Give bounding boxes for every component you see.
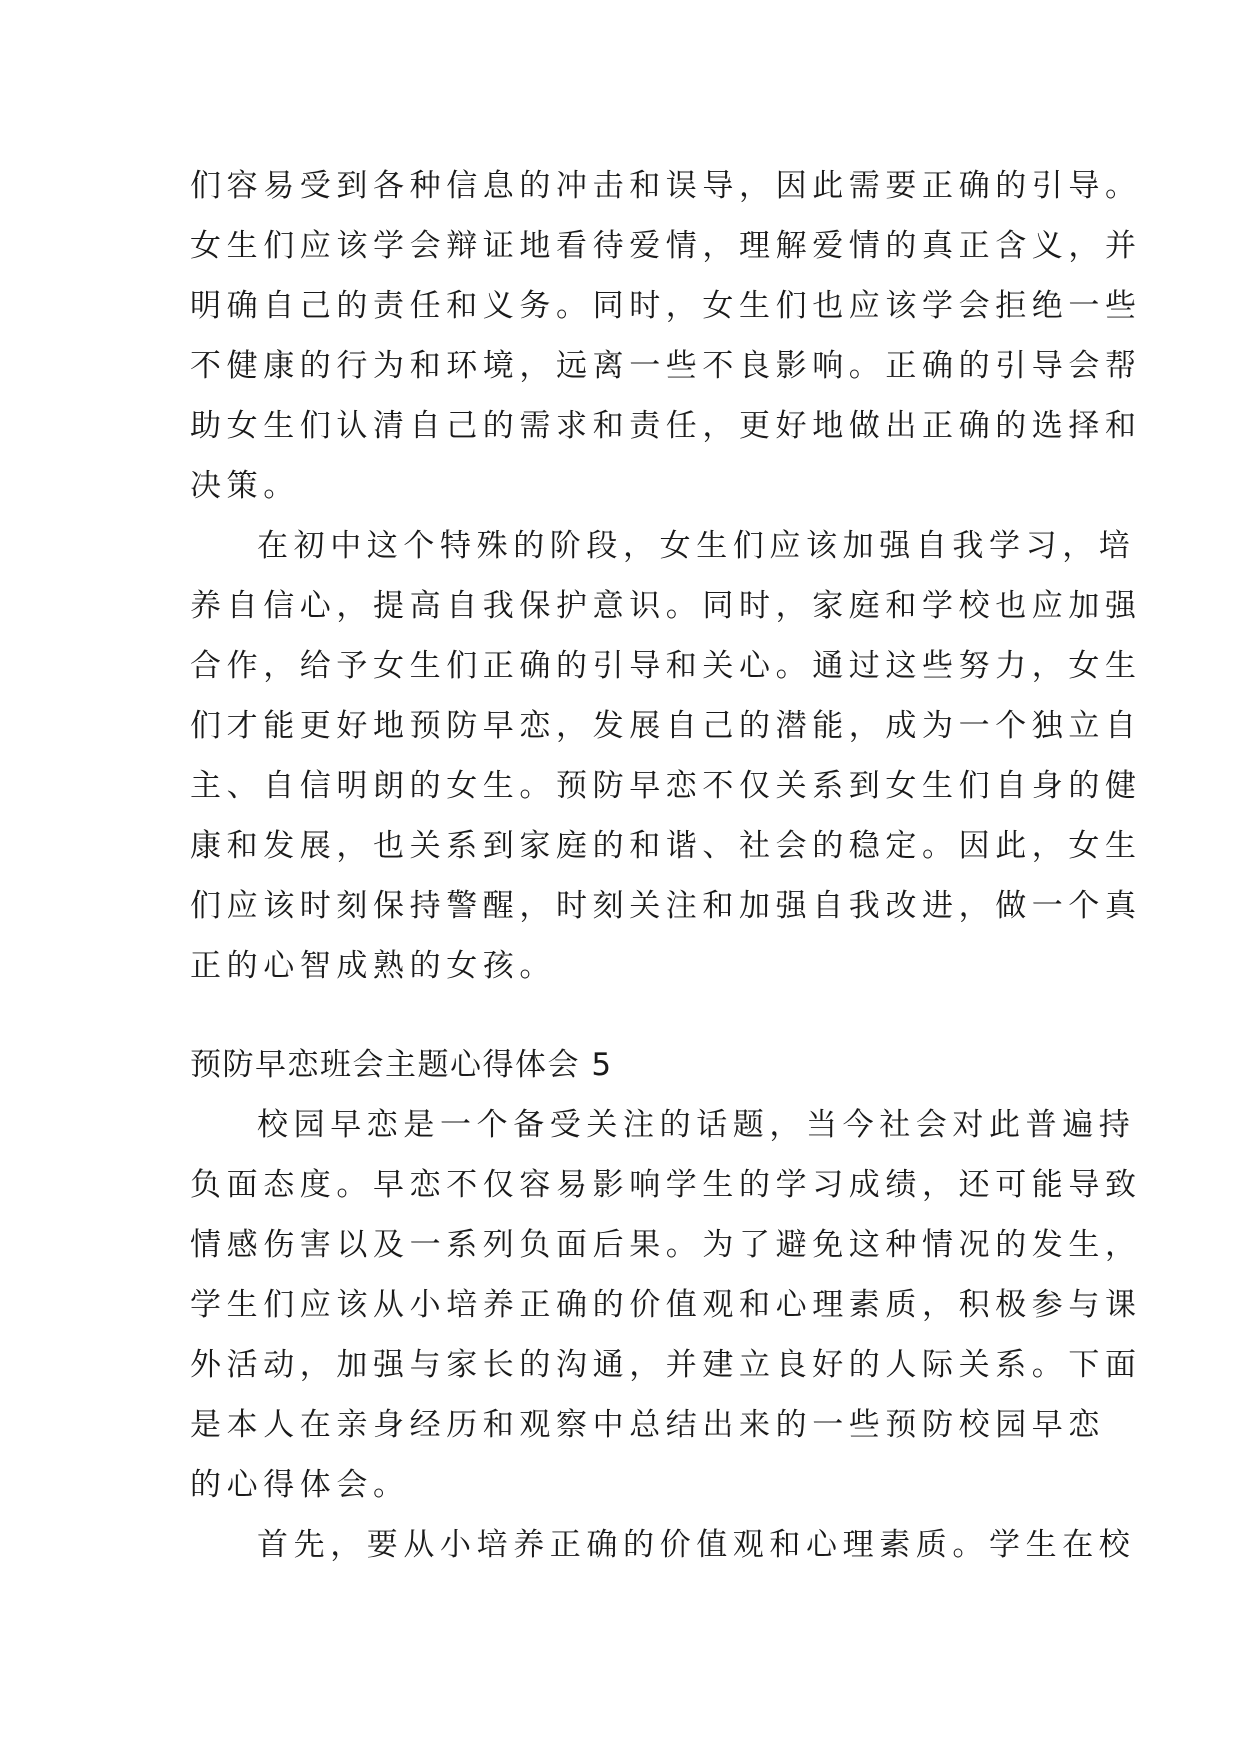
text-line: 负面态度。早恋不仅容易影响学生的学习成绩，还可能导致 [190, 1167, 1142, 1203]
text-line: 正的心智成熟的女孩。 [190, 948, 556, 984]
text-line: 的心得体会。 [190, 1467, 410, 1503]
text-line: 们才能更好地预防早恋，发展自己的潜能，成为一个独立自 [190, 708, 1142, 744]
paragraph-start-line: 在初中这个特殊的阶段，女生们应该加强自我学习，培 [257, 528, 1136, 564]
text-line: 学生们应该从小培养正确的价值观和心理素质，积极参与课 [190, 1287, 1142, 1323]
text-line: 决策。 [190, 468, 300, 504]
text-line: 主、自信明朗的女生。预防早恋不仅关系到女生们自身的健 [190, 768, 1142, 804]
section-heading: 预防早恋班会主题心得体会 5 [190, 1047, 613, 1083]
text-line: 们容易受到各种信息的冲击和误导，因此需要正确的引导。 [190, 168, 1142, 204]
paragraph-start-line: 校园早恋是一个备受关注的话题，当今社会对此普遍持 [257, 1107, 1136, 1143]
text-line: 情感伤害以及一系列负面后果。为了避免这种情况的发生， [190, 1227, 1142, 1263]
text-line: 合作，给予女生们正确的引导和关心。通过这些努力，女生 [190, 648, 1142, 684]
text-line: 女生们应该学会辩证地看待爱情，理解爱情的真正含义，并 [190, 228, 1142, 264]
paragraph-start-line: 首先，要从小培养正确的价值观和心理素质。学生在校 [257, 1527, 1136, 1563]
text-line: 不健康的行为和环境，远离一些不良影响。正确的引导会帮 [190, 348, 1142, 384]
text-line: 养自信心，提高自我保护意识。同时，家庭和学校也应加强 [190, 588, 1142, 624]
text-line: 们应该时刻保持警醒，时刻关注和加强自我改进，做一个真 [190, 888, 1142, 924]
text-line: 助女生们认清自己的需求和责任，更好地做出正确的选择和 [190, 408, 1142, 444]
text-line: 是本人在亲身经历和观察中总结出来的一些预防校园早恋 [190, 1407, 1105, 1443]
text-line: 外活动，加强与家长的沟通，并建立良好的人际关系。下面 [190, 1347, 1142, 1383]
text-line: 明确自己的责任和义务。同时，女生们也应该学会拒绝一些 [190, 288, 1142, 324]
text-line: 康和发展，也关系到家庭的和谐、社会的稳定。因此，女生 [190, 828, 1142, 864]
